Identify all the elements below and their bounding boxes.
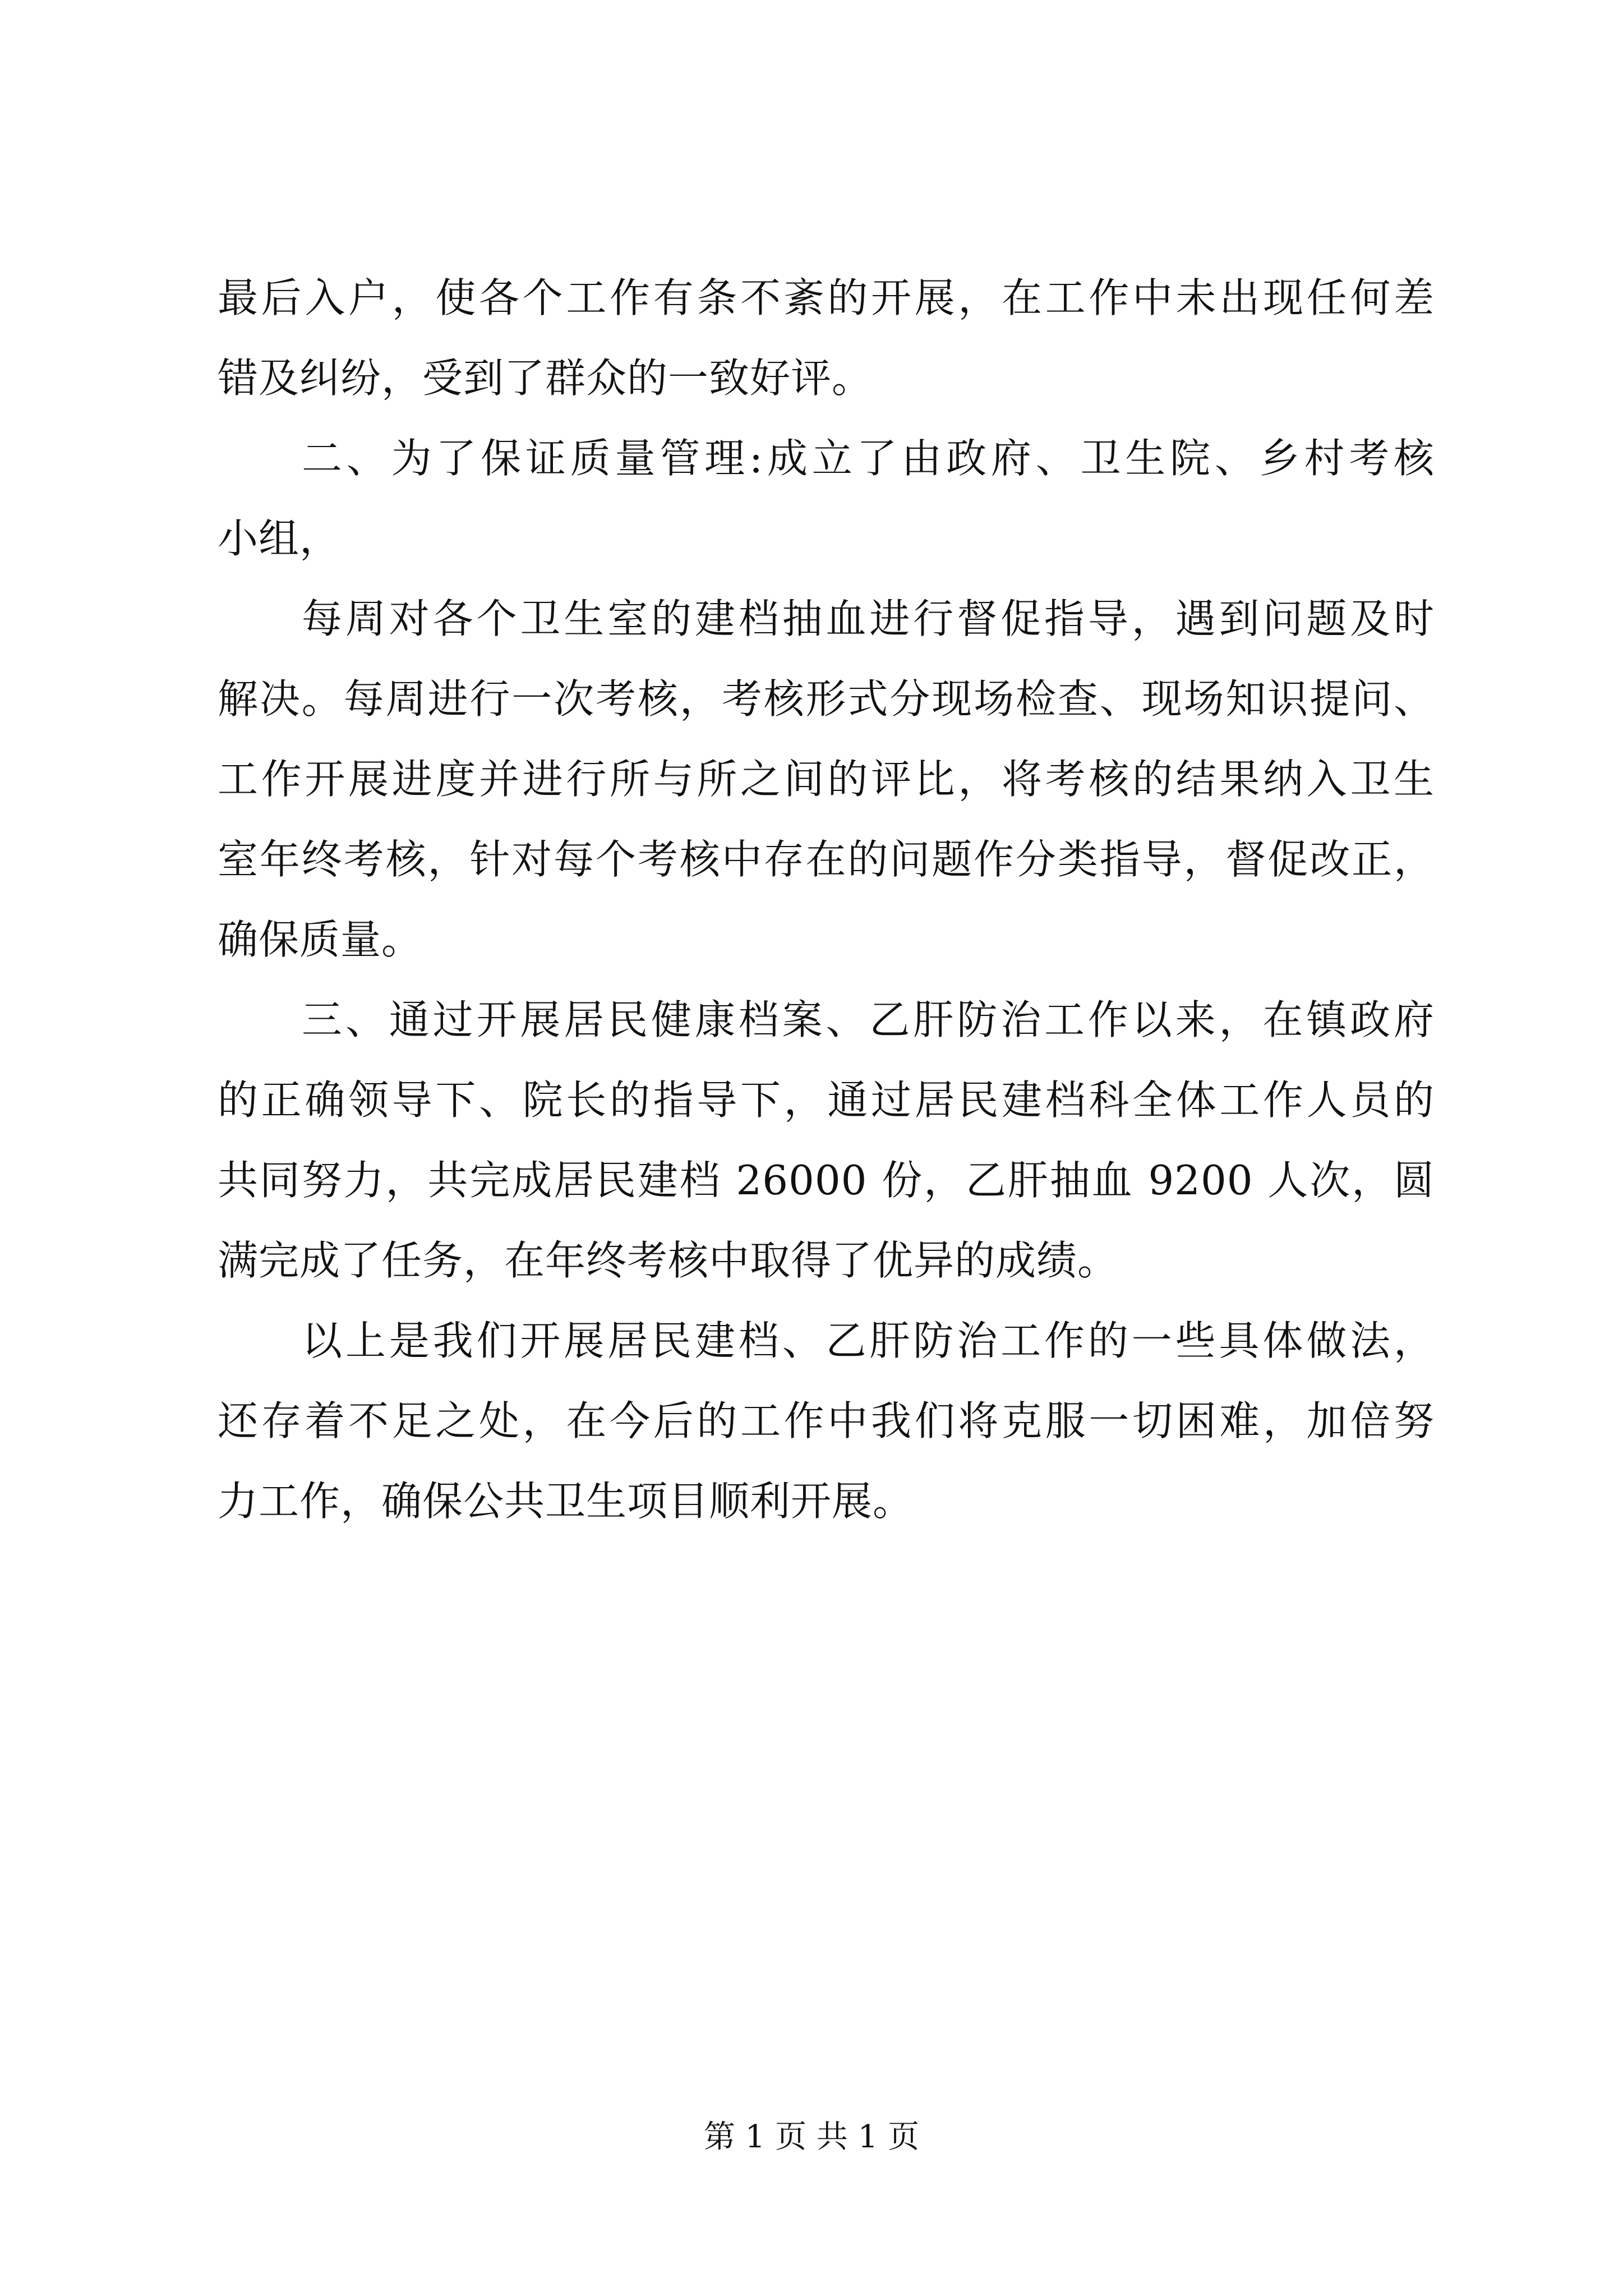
page-footer: 第 1 页 共 1 页 — [703, 2119, 920, 2155]
paragraph-3-line-4: 室年终考核，针对每个考核中存在的问题作分类指导，督促改正， — [218, 836, 1435, 883]
paragraph-2-line-1: 二、为了保证质量管理:成立了由政府、卫生院、乡村考核 — [302, 435, 1435, 482]
paragraph-1-line-2: 错及纠纷，受到了群众的一致好评。 — [218, 355, 873, 402]
paragraph-5-line-1: 以上是我们开展居民建档、乙肝防治工作的一些具体做法， — [302, 1317, 1435, 1364]
paragraph-3-line-5: 确保质量。 — [218, 916, 423, 963]
paragraph-4-line-4: 满完成了任务，在年终考核中取得了优异的成绩。 — [218, 1237, 1119, 1284]
paragraph-5-line-2: 还存着不足之处，在今后的工作中我们将克服一切困难，加倍努 — [218, 1397, 1435, 1444]
paragraph-1-line-1: 最后入户，使各个工作有条不紊的开展，在工作中未出现任何差 — [218, 274, 1435, 321]
paragraph-4-line-3: 共同努力，共完成居民建档 26000 份，乙肝抽血 9200 人次，圆 — [218, 1157, 1435, 1204]
paragraph-5-line-3: 力工作，确保公共卫生项目顺利开展。 — [218, 1478, 914, 1525]
paragraph-4-line-2: 的正确领导下、院长的指导下，通过居民建档科全体工作人员的 — [218, 1076, 1435, 1124]
paragraph-3-line-1: 每周对各个卫生室的建档抽血进行督促指导，遇到问题及时 — [302, 595, 1435, 642]
paragraph-3-line-2: 解决。每周进行一次考核，考核形式分现场检查、现场知识提问、 — [218, 675, 1435, 723]
paragraph-4-line-1: 三、通过开展居民健康档案、乙肝防治工作以来，在镇政府 — [302, 996, 1435, 1043]
paragraph-3-line-3: 工作开展进度并进行所与所之间的评比，将考核的结果纳入卫生 — [218, 756, 1435, 803]
document-body — [218, 258, 1435, 1542]
paragraph-2-line-2: 小组， — [218, 515, 341, 562]
